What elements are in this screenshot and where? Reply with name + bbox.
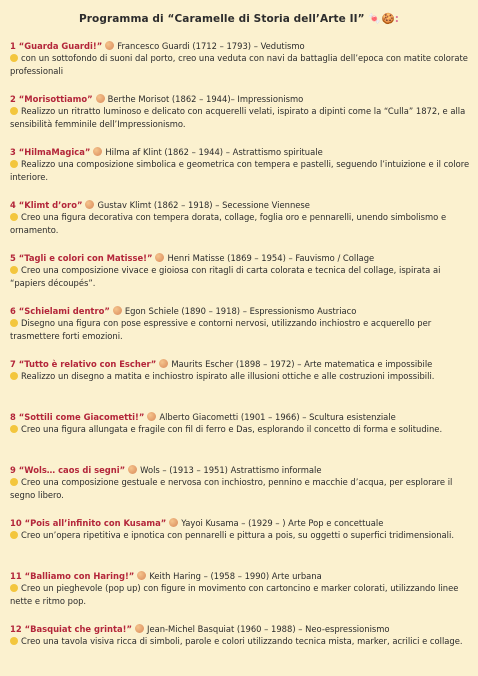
cookie-icon — [137, 571, 146, 580]
cookie-icon — [159, 359, 168, 368]
entry-number: 3 — [10, 147, 19, 157]
page-title — [10, 12, 468, 25]
yellow-dot-icon — [10, 213, 18, 221]
program-entry — [10, 305, 470, 343]
entry-description-text: Creo una figura allungata e fragile con fil di ferro e Das, esplorando il concetto di forma e solitudine. — [21, 424, 443, 434]
program-entry — [10, 199, 470, 237]
entry-artist: Berthe Morisot (1862 – 1944)– Impressionismo — [107, 94, 304, 104]
entry-heading — [10, 411, 470, 423]
entry-description — [10, 158, 470, 184]
entry-description-text: Realizzo una composizione simbolica e geometrica con tempera e pastelli, seguendo l’intuizione e il colore interiore. — [10, 159, 470, 182]
cookie-icon — [135, 624, 144, 633]
entry-heading — [10, 199, 470, 211]
program-entry — [10, 146, 470, 184]
entry-nickname: “Pois all’infinito con Kusama” — [24, 518, 167, 528]
yellow-dot-icon — [10, 107, 18, 115]
entry-artist: Yayoi Kusama – (1929 – ) Arte Pop e concettuale — [181, 518, 384, 528]
entry-number: 10 — [10, 518, 25, 528]
entry-heading — [10, 358, 470, 370]
entry-nickname: “Balliamo con Haring!” — [24, 571, 135, 581]
entry-nickname: “Wols… caos di segni” — [18, 465, 126, 475]
yellow-dot-icon — [10, 160, 18, 168]
entry-description-text: Creo una tavola visiva ricca di simboli, parole e colori utilizzando tecnica mista, marker, acrilici e collage. — [21, 636, 463, 646]
entry-nickname: “Sottili come Giacometti!” — [18, 412, 145, 422]
yellow-dot-icon — [10, 54, 18, 62]
entry-number: 2 — [10, 94, 19, 104]
entry-artist: Keith Haring – (1958 – 1990) Arte urbana — [149, 571, 322, 581]
entry-description-text: Creo una figura decorativa con tempera dorata, collage, foglia oro e pennarelli, unendo simbolismo e ornamento. — [10, 212, 447, 235]
cookie-icon — [93, 147, 102, 156]
entry-artist: Henri Matisse (1869 – 1954) – Fauvismo / Collage — [167, 253, 375, 263]
entry-artist: Gustav Klimt (1862 – 1918) – Secessione Viennese — [97, 200, 310, 210]
cookie-icon — [113, 306, 122, 315]
entry-number: 1 — [10, 41, 19, 51]
entry-description — [10, 317, 470, 343]
entry-artist: Maurits Escher (1898 – 1972) – Arte matematica e impossibile — [171, 359, 433, 369]
program-entry — [10, 517, 470, 542]
entry-artist: Francesco Guardi (1712 – 1793) – Vedutismo — [117, 41, 305, 51]
entry-heading — [10, 517, 470, 529]
entry-heading — [10, 40, 470, 52]
entry-description — [10, 635, 470, 648]
yellow-dot-icon — [10, 425, 18, 433]
yellow-dot-icon — [10, 372, 18, 380]
entry-nickname: “Klimt d’oro” — [18, 200, 83, 210]
program-entry — [10, 40, 470, 78]
entry-number: 12 — [10, 624, 25, 634]
entry-artist: Hilma af Klint (1862 – 1944) – Astrattismo spirituale — [105, 147, 323, 157]
entry-description-text: Disegno una figura con pose espressive e contorni nervosi, utilizzando inchiostro e acquerello per trasmettere forti emozioni. — [10, 318, 432, 341]
program-entry — [10, 93, 470, 131]
program-entry — [10, 411, 470, 436]
entry-nickname: “Schielami dentro” — [18, 306, 110, 316]
entry-number: 6 — [10, 306, 19, 316]
entry-number: 5 — [10, 253, 19, 263]
program-entry — [10, 570, 470, 608]
entry-heading — [10, 93, 470, 105]
yellow-dot-icon — [10, 637, 18, 645]
entry-description — [10, 423, 470, 436]
cookie-icon — [105, 41, 114, 50]
yellow-dot-icon — [10, 319, 18, 327]
entry-artist: Wols – (1913 – 1951) Astrattismo informale — [140, 465, 322, 475]
candy-cookie-emoji: 🍬🍪: — [368, 13, 400, 25]
entry-artist: Egon Schiele (1890 – 1918) – Espressionismo Austriaco — [124, 306, 357, 316]
yellow-dot-icon — [10, 266, 18, 274]
cookie-icon — [85, 200, 94, 209]
entry-number: 11 — [10, 571, 25, 581]
cookie-icon — [147, 412, 156, 421]
entry-description — [10, 264, 470, 290]
entry-nickname: “Tutto è relativo con Escher” — [18, 359, 157, 369]
entry-description-text: Realizzo un ritratto luminoso e delicato con acquerelli velati, ispirato a dipinti come la “Culla” 1872, e alla sensibilità femminile dell’Impressionismo. — [10, 106, 466, 129]
entry-number: 9 — [10, 465, 19, 475]
entry-description — [10, 476, 470, 502]
entry-nickname: “Morisottiamo” — [18, 94, 93, 104]
entry-nickname: “Tagli e colori con Matisse!” — [18, 253, 153, 263]
entry-description — [10, 52, 470, 78]
entry-number: 7 — [10, 359, 19, 369]
cookie-icon — [155, 253, 164, 262]
entry-description-text: Realizzo un disegno a matita e inchiostro ispirato alle illusioni ottiche e alle costruzioni impossibili. — [21, 371, 435, 381]
program-entry — [10, 464, 470, 502]
entry-artist: Alberto Giacometti (1901 – 1966) – Scultura esistenziale — [159, 412, 396, 422]
yellow-dot-icon — [10, 584, 18, 592]
entry-description — [10, 529, 470, 542]
entry-description — [10, 211, 470, 237]
entry-artist: Jean-Michel Basquiat (1960 – 1988) – Neo-espressionismo — [146, 624, 390, 634]
yellow-dot-icon — [10, 531, 18, 539]
entry-description — [10, 105, 470, 131]
entry-nickname: “Guarda Guardi!” — [18, 41, 103, 51]
entry-nickname: “HilmaMagica” — [18, 147, 91, 157]
entry-nickname: “Basquiat che grinta!” — [24, 624, 132, 634]
entry-heading — [10, 623, 470, 635]
entry-number: 8 — [10, 412, 19, 422]
program-entry — [10, 252, 470, 290]
entry-heading — [10, 305, 470, 317]
entry-heading — [10, 464, 470, 476]
cookie-icon — [169, 518, 178, 527]
entry-description-text: Creo una composizione gestuale e nervosa con inchiostro, pennino e macchie d’acqua, per esplorare il segno libero. — [10, 477, 453, 500]
entry-description — [10, 582, 470, 608]
entry-description-text: Creo una composizione vivace e gioiosa con ritagli di carta colorata e tecnica del collage, ispirata ai “papiers découpés”. — [10, 265, 441, 288]
entry-heading — [10, 570, 470, 582]
entry-heading — [10, 252, 470, 264]
entry-heading — [10, 146, 470, 158]
entry-number: 4 — [10, 200, 19, 210]
cookie-icon — [96, 94, 105, 103]
page-title-text: Programma di “Caramelle di Storia dell’Arte II” — [78, 13, 365, 25]
entry-description-text: Creo un’opera ripetitiva e ipnotica con pennarelli e pittura a pois, su oggetti o superfici tridimensionali. — [21, 530, 454, 540]
entry-description-text: Creo un pieghevole (pop up) con figure in movimento con cartoncino e marker colorati, utilizzando linee nette e ritmo pop. — [10, 583, 459, 606]
entry-description-text: con un sottofondo di suoni dal porto, creo una veduta con navi da battaglia dell’epoca con matite colorate professionali — [10, 53, 468, 76]
program-entry — [10, 623, 470, 648]
entry-description — [10, 370, 470, 383]
cookie-icon — [128, 465, 137, 474]
yellow-dot-icon — [10, 478, 18, 486]
program-entry — [10, 358, 470, 383]
